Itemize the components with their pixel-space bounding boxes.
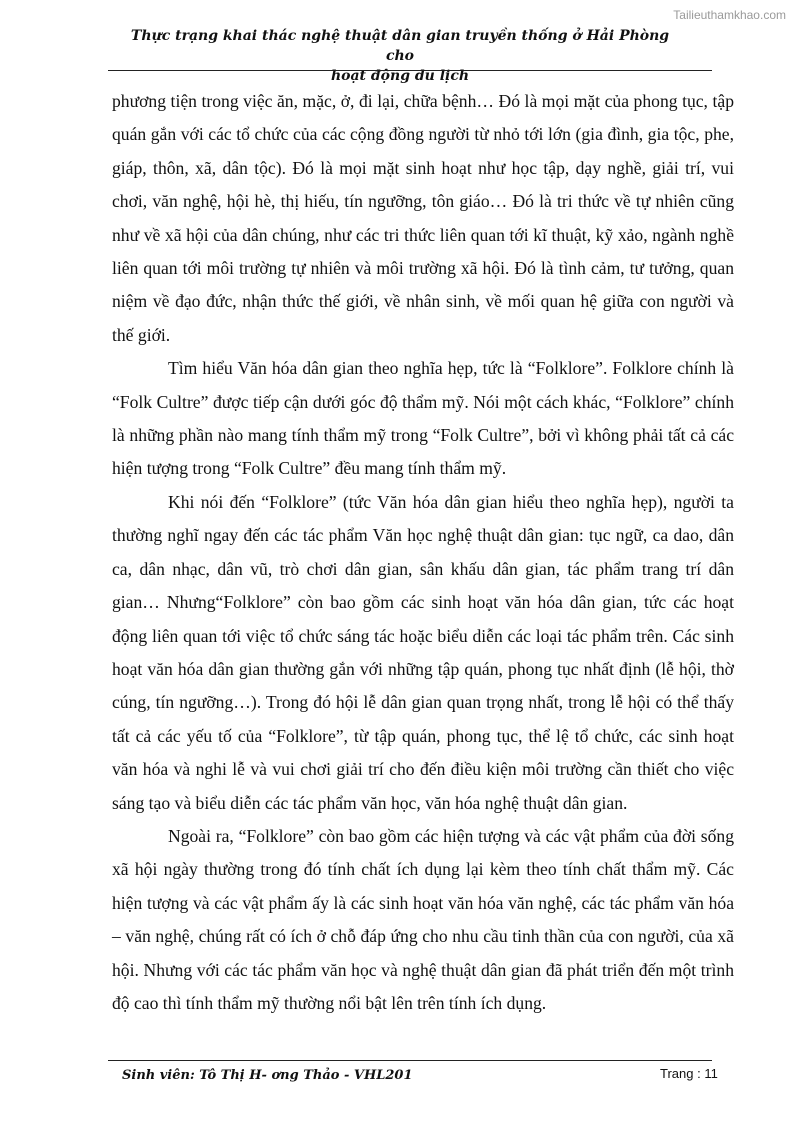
- watermark: Tailieuthamkhao.com: [673, 8, 786, 22]
- paragraph-1: phương tiện trong việc ăn, mặc, ở, đi lại, chữa bệnh… Đó là mọi mặt của phong tục, tập quán gắn với các tổ chức của các cộng đồng người từ nhỏ tới lớn (gia đình, gia tộc, phe, giáp, thôn, xã, dân tộc). Đó là mọi mặt sinh hoạt như học tập, dạy nghề, giải trí, vui chơi, văn nghệ, hội hè, thị hiếu, tín ngưỡng, tôn giáo… Đó là tri thức về tự nhiên cũng như về xã hội của dân chúng, như các tri thức liên quan tới kĩ thuật, kỹ xảo, ngành nghề liên quan tới môi trường tự nhiên và môi trường xã hội. Đó là tình cảm, tư tưởng, quan niệm về đạo đức, nhận thức thế giới, về nhân sinh, về mối quan hệ giữa con người và thế giới.: [112, 91, 734, 345]
- paragraph-3: Khi nói đến “Folklore” (tức Văn hóa dân gian hiểu theo nghĩa hẹp), người ta thường nghĩ ngay đến các tác phẩm Văn học nghệ thuật dân gian: tục ngữ, ca dao, dân ca, dân nhạc, dân vũ, trò chơi dân gian, sân khấu dân gian, tác phẩm trang trí dân gian… Nhưng“Folklore” còn bao gồm các sinh hoạt văn hóa dân gian, tức các hoạt động liên quan tới việc tổ chức sáng tác hoặc biểu diễn các loại tác phẩm trên. Các sinh hoạt văn hóa dân gian thường gắn với những tập quán, phong tục nhất định (lễ hội, thờ cúng, tín ngưỡng…). Trong đó hội lễ dân gian quan trọng nhất, trong lễ hội có thể thấy tất cả các yếu tố của “Folklore”, từ tập quán, phong tục, thể lệ tổ chức, các sinh hoạt văn hóa và nghi lễ và vui chơi giải trí cho đến điều kiện môi trường cần thiết cho việc sáng tạo và biểu diễn các tác phẩm văn học, văn hóa nghệ thuật dân gian.: [112, 491, 734, 813]
- header-divider: [108, 70, 712, 71]
- document-body: [112, 85, 734, 1020]
- header-title-line-2: hoạt động du lịch: [330, 68, 470, 84]
- footer-divider: [108, 1060, 712, 1061]
- footer-student-name: Sinh viên: Tô Thị H- ơng Thảo - VHL201: [122, 1068, 413, 1083]
- header-title-line-1: Thực trạng khai thác nghệ thuật dân gian truyền thống ở Hải Phòng cho: [130, 28, 670, 64]
- paragraph-2: Tìm hiểu Văn hóa dân gian theo nghĩa hẹp, tức là “Folklore”. Folklore chính là “Folk Cultre” được tiếp cận dưới góc độ thẩm mỹ. Nói một cách khác, “Folklore” chính là những phần nào mang tính thẩm mỹ trong “Folk Cultre”, bởi vì không phải tất cả các hiện tượng trong “Folk Cultre” đều mang tính thẩm mỹ.: [112, 358, 734, 479]
- page-number: Trang : 11: [660, 1066, 718, 1081]
- paragraph-4: Ngoài ra, “Folklore” còn bao gồm các hiện tượng và các vật phẩm của đời sống xã hội ngày thường trong đó tính chất ích dụng lại kèm theo tính chất thẩm mỹ. Các hiện tượng và các vật phẩm ấy là các sinh hoạt văn hóa văn nghệ, các tác phẩm văn hóa – văn nghệ, chúng rất có ích ở chỗ đáp ứng cho nhu cầu tinh thần của con người, của xã hội. Nhưng với các tác phẩm văn học và nghệ thuật dân gian đã phát triển đến một trình độ cao thì tính thẩm mỹ thường nổi bật lên trên tính ích dụng.: [112, 825, 734, 1013]
- page-header: [120, 26, 680, 86]
